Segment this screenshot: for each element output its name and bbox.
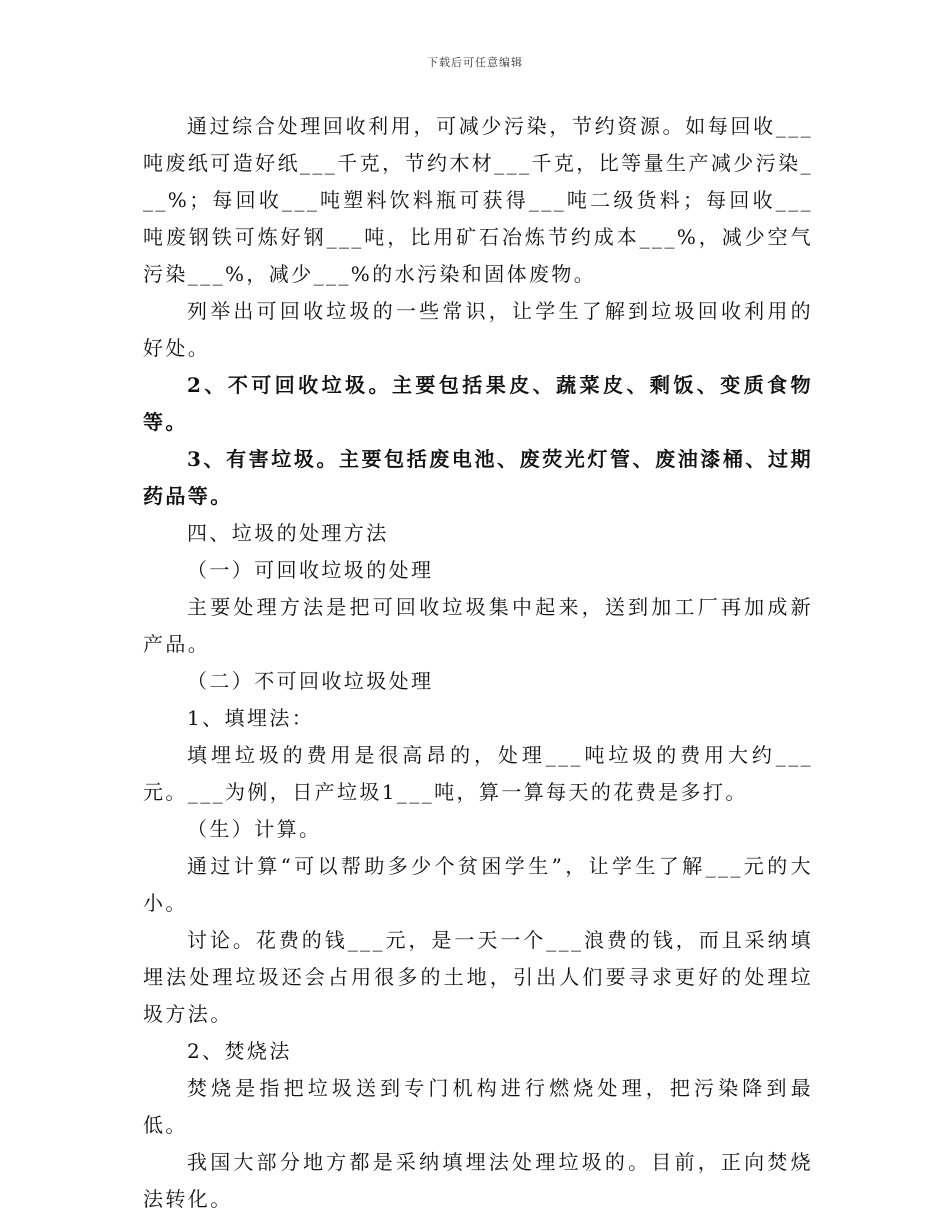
paragraph-discussion: 讨论。花费的钱___元，是一天一个___浪费的钱，而且采纳填埋法处理垃圾还会占用很多的土地，引出人们要寻求更好的处理垃圾方法。 [143,928,813,1026]
paragraph-non-recyclable: 2、不可回收垃圾。主要包括果皮、蔬菜皮、剩饭、变质食物等。 [143,373,813,434]
subsection-heading-non-recyclable: （二）不可回收垃圾处理 [187,669,434,693]
paragraph-hazardous: 3、有害垃圾。主要包括废电池、废荧光灯管、废油漆桶、过期药品等。 [143,447,813,508]
paragraph-landfill-cost: 填埋垃圾的费用是很高昂的，处理___吨垃圾的费用大约___元。___为例，日产垃圾1___吨，算一算每天的花费是多打。 [143,743,813,804]
paragraph-student-calc: （生）计算。 [187,817,322,841]
paragraph-recycling-benefits: 通过综合处理回收利用，可减少污染，节约资源。如每回收___吨废纸可造好纸___千克，节约木材___千克，比等量生产减少污染___%；每回收___吨塑料饮料瓶可获得___吨二级货料；每回收___吨废钢铁可炼好钢___吨，比用矿石冶炼节约成本___%，减少空气污染___%，减少___%的水污染和固体废物。 [143,114,813,286]
heading-landfill: 1、填埋法： [187,706,315,730]
paragraph-recycling-knowledge: 列举出可回收垃圾的一些常识，让学生了解到垃圾回收利用的好处。 [143,299,813,360]
page-header: 下载后可任意编辑 [427,56,523,69]
document-body [143,108,813,1218]
subsection-heading-recyclable: （一）可回收垃圾的处理 [187,558,434,582]
heading-incineration: 2、焚烧法 [187,1039,292,1063]
paragraph-calc-purpose: 通过计算“可以帮助多少个贫困学生”，让学生了解___元的大小。 [143,854,813,915]
section-heading-disposal-methods: 四、垃圾的处理方法 [187,521,389,545]
paragraph-recyclable-method: 主要处理方法是把可回收垃圾集中起来，送到加工厂再加成新产品。 [143,595,813,656]
paragraph-incineration-def: 焚烧是指把垃圾送到专门机构进行燃烧处理，把污染降到最低。 [143,1076,813,1137]
paragraph-national-status: 我国大部分地方都是采纳填埋法处理垃圾的。目前，正向焚烧法转化。 [143,1150,813,1211]
